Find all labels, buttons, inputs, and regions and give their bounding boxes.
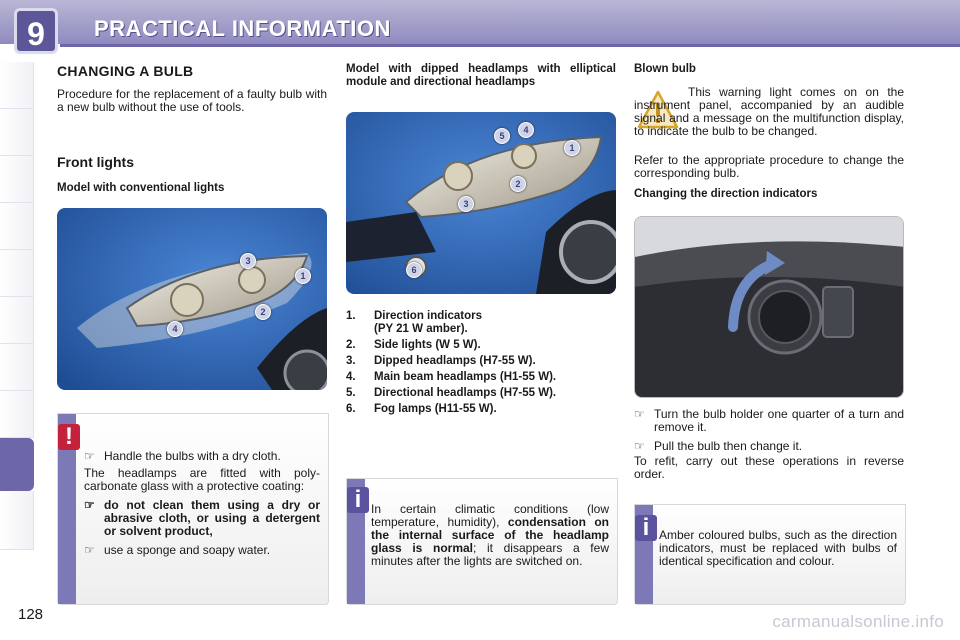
section-title: CHANGING A BULB [57,63,194,79]
list-item [346,403,618,416]
watermark: carmanualsonline.info [772,612,944,631]
list-text-main: Direction indicators [374,310,482,322]
warning-content [84,450,320,557]
conventional-model-heading: Model with conventional lights [57,182,225,194]
exclamation-icon: ! [58,424,80,450]
warning-bullet-text: Handle the bulbs with a dry cloth. [104,449,281,463]
list-text: Dipped headlamps (H7-55 W). [374,355,536,367]
chapter-tab[interactable] [0,203,34,250]
info-icon: i [635,515,657,541]
chapter-tab[interactable] [0,109,34,156]
warning-bullet-text: do not clean them using a dry or abrasive cloth, or using a detergent or solvent product, [104,498,320,538]
info-text [371,503,609,568]
list-number: 2. [346,339,356,351]
step-1 [634,408,904,434]
callout-3: 3 [240,253,256,269]
callout-2: 2 [510,176,526,192]
warning-bullet-text: use a sponge and soapy water. [104,543,271,557]
callout-1: 1 [295,268,311,284]
pointer-icon: ☞ [634,407,645,421]
warning-box [57,413,329,605]
callout-6: 6 [406,262,422,278]
callout-4: 4 [518,122,534,138]
chapter-tab[interactable] [0,250,34,297]
blown-bulb-heading: Blown bulb [634,63,696,75]
chapter-tab[interactable] [0,491,34,550]
list-item [346,387,618,400]
chapter-tab[interactable] [0,391,34,438]
list-number: 5. [346,387,356,399]
amber-info-text: Amber coloured bulbs, such as the direction indicators, must be replaced with bulbs of identical specification and colour. [659,528,897,568]
pointer-icon: ☞ [84,449,95,463]
callout-1: 1 [564,140,580,156]
list-text: Main beam headlamps (H1-55 W). [374,371,557,383]
pointer-icon: ☞ [84,543,95,557]
steps [634,408,904,481]
warning-bullet-1 [84,450,320,463]
chapter-tabs [0,62,34,550]
intro-text: Procedure for the replacement of a faulty bulb with a new bulb without the use of tools. [57,87,327,114]
list-number: 4. [346,371,356,383]
front-lights-heading: Front lights [57,154,134,170]
list-number: 1. [346,310,356,322]
warning-bullet-2 [84,499,320,538]
step-text: Pull the bulb then change it. [654,439,803,453]
list-item [346,339,618,352]
chapter-tab[interactable] [0,156,34,203]
list-text [374,310,482,336]
bulb-list [346,310,618,419]
chapter-tab[interactable] [0,62,34,109]
direction-indicators-heading: Changing the direction indicators [634,188,818,200]
refer-text: Refer to the appropriate procedure to change the corresponding bulb. [634,153,904,180]
headlamp-photo-conventional [57,208,327,390]
page-title: PRACTICAL INFORMATION [94,16,391,41]
chapter-tab[interactable] [0,297,34,344]
page-number: 128 [18,606,44,623]
list-number: 6. [346,403,356,415]
callout-2: 2 [255,304,271,320]
warning-paragraph: The headlamps are fitted with poly-carbonate glass with a protective coating: [84,466,320,493]
list-number: 3. [346,355,356,367]
info-text-bold: condensation on the internal surface of the headlamp glass is normal [371,515,609,555]
warning-bullet-3 [84,544,320,557]
chapter-tab[interactable] [0,344,34,391]
pointer-icon: ☞ [634,439,645,453]
info-box-amber [634,504,906,605]
refit-text: To refit, carry out these operations in reverse order. [634,454,904,481]
list-item [346,371,618,384]
bulb-holder-photo [634,216,904,398]
step-2 [634,440,904,453]
list-text-sub: (PY 21 W amber). [374,323,468,335]
header-underline [60,44,960,47]
info-text-part: In certain climatic conditions (low temperature, humidity), [371,502,609,529]
list-text: Directional headlamps (H7-55 W). [374,387,557,399]
list-text: Fog lamps (H11-55 W). [374,403,497,415]
pointer-icon: ☞ [84,498,95,512]
callout-3: 3 [458,196,474,212]
chapter-tab-active[interactable] [0,438,34,491]
info-text-part: ; it disappears a few minutes after the lights are switched on. [371,541,609,568]
info-box-condensation [346,478,618,605]
list-item [346,310,618,336]
callout-5: 5 [494,128,510,144]
headlamp-photo-elliptical [346,112,616,294]
blown-bulb-text: This warning light comes on on the instrument panel, accompanied by an audible signal and a message on the multifunction display, to indicate the bulb to be changed. [634,85,904,138]
list-item [346,355,618,368]
callout-4: 4 [167,321,183,337]
list-text: Side lights (W 5 W). [374,339,481,351]
step-text: Turn the bulb holder one quarter of a turn and remove it. [654,407,904,434]
elliptical-model-heading: Model with dipped headlamps with elliptical module and directional headlamps [346,63,616,88]
chapter-badge: 9 [14,8,58,54]
info-icon: i [347,487,369,513]
